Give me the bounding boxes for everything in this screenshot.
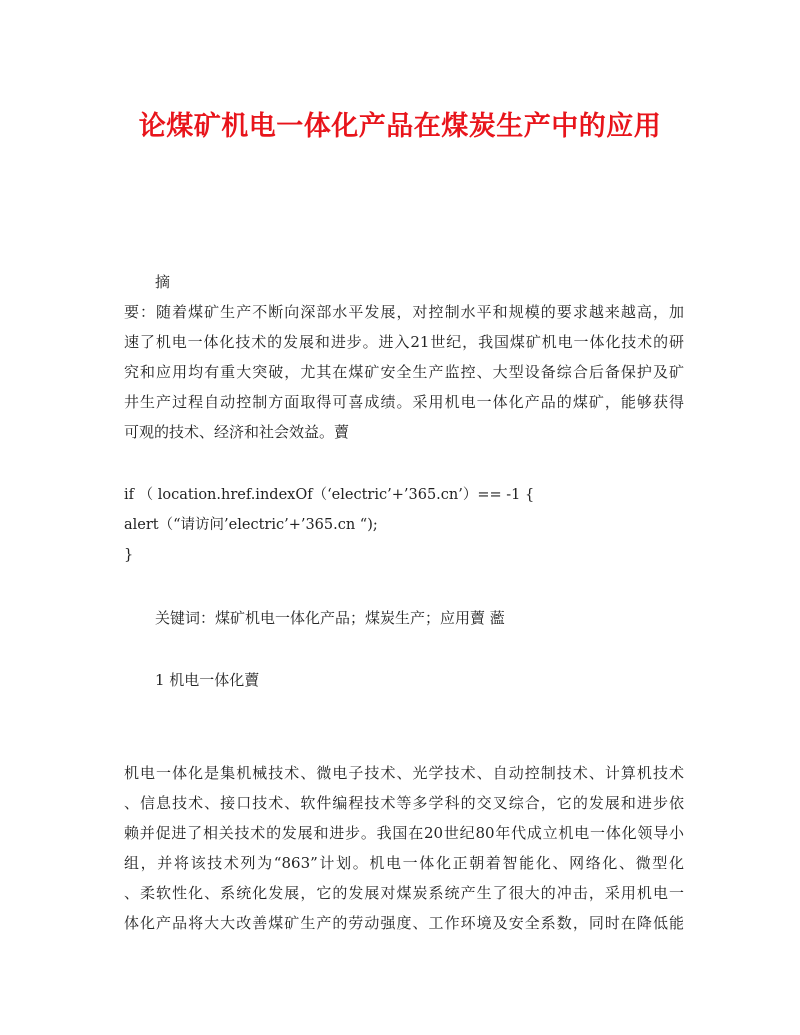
body-line: 机电一体化是集机械技术、微电子技术、光学技术、自动控制技术、计算机技术 xyxy=(124,764,684,782)
code-line: } xyxy=(124,547,134,563)
code-line: alert（“请访问’electric’+’365.cn “); xyxy=(124,517,378,533)
abstract-label: 摘 xyxy=(155,273,171,291)
body-line: 组，并将该技术列为“863”计划。机电一体化正朝着智能化、网络化、微型化 xyxy=(124,854,684,872)
body-line: 赖并促进了相关技术的发展和进步。我国在20世纪80年代成立机电一体化领导小 xyxy=(124,824,684,842)
abstract-line: 井生产过程自动控制方面取得可喜成绩。采用机电一体化产品的煤矿，能够获得 xyxy=(124,393,684,411)
body-line: 、柔软性化、系统化发展，它的发展对煤炭系统产生了很大的冲击，采用机电一 xyxy=(124,884,684,902)
document-title: 论煤矿机电一体化产品在煤炭生产中的应用 xyxy=(138,111,662,142)
keywords-line: 关键词：煤矿机电一体化产品；煤炭生产；应用藚 蘫 xyxy=(155,609,505,627)
abstract-line: 可观的技术、经济和社会效益。藚 xyxy=(124,423,350,441)
body-line: 、信息技术、接口技术、软件编程技术等多学科的交叉综合，它的发展和进步依 xyxy=(124,794,684,812)
code-line: if （ location.href.indexOf（‘electric’+’365.cn’）== -1 { xyxy=(124,487,535,503)
abstract-line: 要：随着煤矿生产不断向深部水平发展，对控制水平和规模的要求越来越高，加 xyxy=(124,303,684,321)
abstract-line: 速了机电一体化技术的发展和进步。进入21世纪，我国煤矿机电一体化技术的研 xyxy=(124,333,684,351)
section-heading: 1 机电一体化藚 xyxy=(155,671,260,689)
body-line: 体化产品将大大改善煤矿生产的劳动强度、工作环境及安全系数，同时在降低能 xyxy=(124,914,684,932)
abstract-line: 究和应用均有重大突破，尤其在煤矿安全生产监控、大型设备综合后备保护及矿 xyxy=(124,363,684,381)
